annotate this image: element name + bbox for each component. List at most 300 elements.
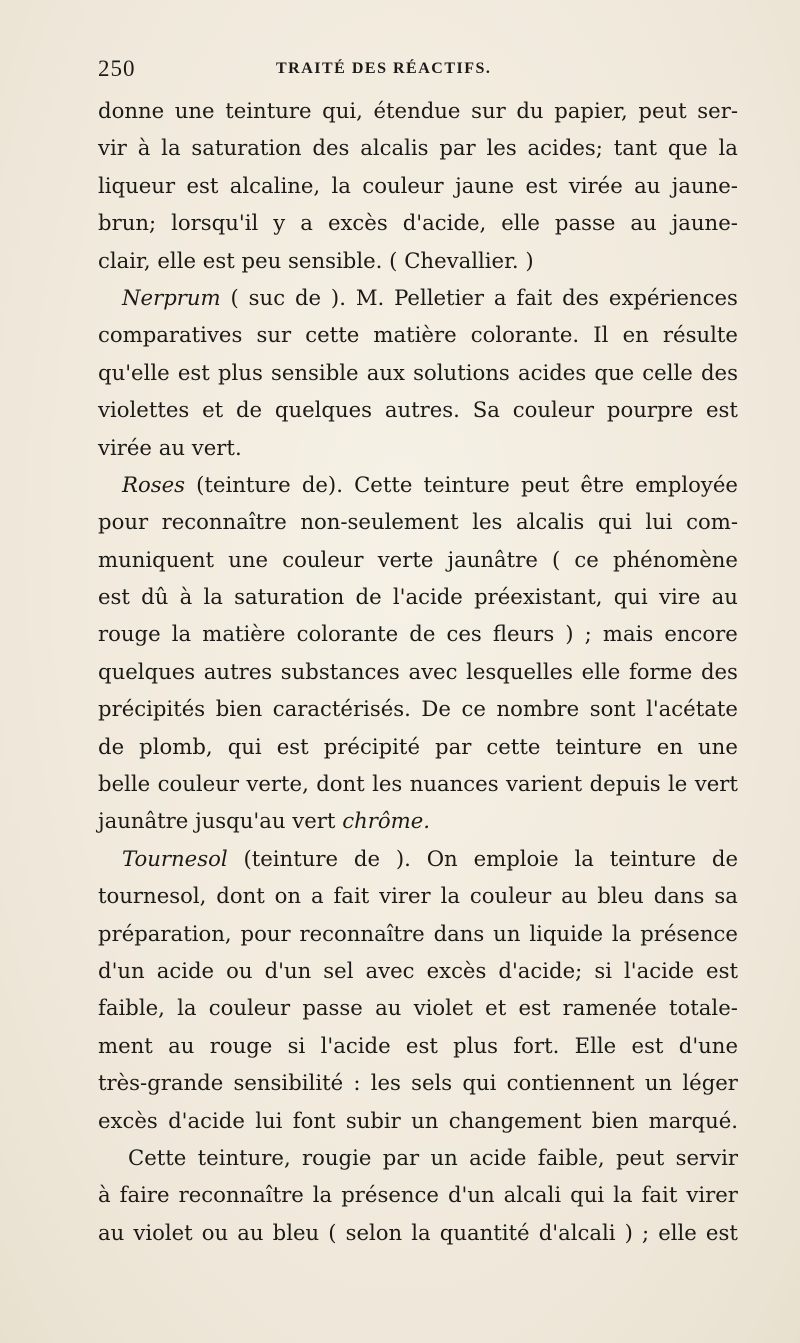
word [630, 204, 656, 241]
text-fragment: la [440, 883, 460, 909]
text-line [98, 728, 738, 765]
text-fragment: ce [461, 696, 486, 722]
body-text [98, 92, 738, 1251]
word [178, 354, 210, 391]
text-fragment: préparation, [98, 920, 232, 946]
word [485, 989, 506, 1026]
word [404, 242, 518, 279]
word [366, 952, 415, 989]
text-fragment: bien [215, 696, 263, 722]
text-fragment: passe [554, 210, 616, 236]
word [202, 615, 285, 652]
word [98, 391, 189, 428]
word [204, 578, 223, 615]
text-fragment: au [375, 995, 402, 1021]
word [413, 354, 510, 391]
text-fragment: sur [471, 98, 506, 123]
word [191, 129, 301, 166]
word [701, 653, 738, 690]
word [470, 877, 551, 914]
text-fragment: ramenée [562, 995, 657, 1021]
text-fragment: au [98, 1219, 125, 1245]
word [663, 316, 738, 353]
word [613, 1176, 632, 1213]
word [474, 578, 602, 615]
word [295, 279, 321, 316]
text-fragment: nombre [496, 696, 580, 722]
text-fragment: faible, [537, 1144, 605, 1170]
text-fragment: violettes [98, 397, 190, 423]
text-fragment: sur [256, 322, 292, 348]
word [629, 653, 692, 690]
word [362, 167, 443, 204]
text-fragment: de [355, 584, 382, 610]
text-fragment: Il [593, 322, 609, 348]
word [342, 802, 430, 839]
word [133, 1214, 192, 1251]
text-fragment: verte, [246, 771, 309, 797]
word [255, 1102, 282, 1139]
word [664, 615, 737, 652]
text-fragment: que [594, 359, 635, 385]
text-fragment: colorante [296, 621, 399, 647]
text-fragment: au [158, 434, 186, 460]
text-line [98, 316, 738, 353]
text-fragment: expériences [608, 284, 738, 310]
text-fragment: est [631, 1032, 664, 1058]
word [346, 1102, 401, 1139]
text-fragment: comparatives [98, 322, 243, 348]
text-fragment: ou [201, 1219, 229, 1245]
word [383, 1139, 419, 1176]
text-fragment: rouge [209, 1032, 273, 1058]
text-fragment: au [634, 172, 661, 198]
word [394, 279, 484, 316]
word [300, 503, 458, 540]
text-fragment: acides [517, 359, 587, 385]
word [98, 1176, 111, 1213]
word [504, 1176, 561, 1213]
word [613, 541, 738, 578]
text-line [98, 92, 738, 129]
word [421, 690, 451, 727]
text-fragment: a [300, 210, 313, 236]
word [424, 466, 510, 503]
word [98, 915, 232, 952]
word [592, 1102, 639, 1139]
text-line [98, 877, 738, 914]
text-fragment: fleurs [492, 621, 555, 647]
word [427, 952, 487, 989]
text-fragment: fait [516, 284, 553, 310]
word [372, 765, 402, 802]
text-line [98, 503, 738, 540]
text-fragment: alcalis [515, 509, 585, 535]
word [120, 1176, 170, 1213]
text-fragment: fort. [513, 1032, 560, 1058]
word [439, 129, 475, 166]
text-fragment: com- [686, 509, 738, 535]
text-fragment: la [203, 584, 223, 610]
word [574, 840, 593, 877]
word [161, 129, 180, 166]
text-fragment: plus [217, 359, 263, 385]
text-fragment: reconnaître [299, 920, 425, 946]
text-fragment: a [493, 284, 507, 310]
text-fragment: sensible. [288, 247, 383, 273]
text-fragment: elle [658, 1219, 697, 1245]
text-fragment: couleur [362, 172, 444, 198]
text-line [98, 802, 738, 839]
word [614, 578, 648, 615]
word [552, 541, 560, 578]
text-fragment: jusqu'au [195, 808, 286, 834]
text-fragment: si [287, 1032, 306, 1058]
text-fragment: et [485, 995, 507, 1021]
running-title: TRAITÉ DES RÉACTIFS. [276, 60, 492, 77]
text-fragment: lorsqu'il [171, 210, 259, 236]
text-fragment: y [273, 210, 286, 236]
text-fragment: contiennent [506, 1070, 635, 1096]
text-fragment: la [177, 995, 197, 1021]
text-fragment: d'un [447, 1182, 495, 1208]
text-fragment: bleu [597, 883, 644, 909]
word [659, 578, 700, 615]
text-fragment: précipités [98, 696, 206, 722]
word [646, 690, 738, 727]
text-fragment: est [186, 172, 219, 198]
word [202, 391, 223, 428]
text-fragment: ces [446, 621, 482, 647]
text-fragment: est [525, 172, 558, 198]
text-fragment: est [276, 733, 309, 759]
word [192, 429, 242, 466]
text-fragment: totale- [669, 995, 738, 1021]
word [236, 391, 262, 428]
text-fragment: est [706, 397, 738, 423]
word [373, 92, 460, 129]
text-fragment: d'acide, [402, 210, 487, 236]
text-fragment: d'un [98, 957, 145, 983]
text-fragment: excès [327, 210, 388, 236]
word [634, 167, 660, 204]
text-fragment: pourpre [606, 397, 694, 423]
text-fragment: varient [505, 771, 583, 797]
text-fragment: On [426, 845, 458, 871]
text-fragment: un [411, 1107, 439, 1133]
word [157, 242, 196, 279]
word [518, 989, 550, 1026]
text-fragment: ). [330, 284, 346, 310]
word [354, 466, 412, 503]
word [669, 989, 738, 1026]
word [98, 690, 205, 727]
text-fragment: ) [624, 1219, 633, 1245]
word [686, 1176, 738, 1213]
text-fragment: la [611, 920, 632, 946]
word [282, 541, 363, 578]
page-number: 250 [98, 56, 136, 81]
word [281, 653, 400, 690]
text-fragment: présence [640, 920, 738, 946]
word [322, 92, 363, 129]
word [162, 503, 287, 540]
text-fragment: de [294, 284, 322, 310]
word [594, 354, 634, 391]
word [538, 1139, 605, 1176]
word [590, 765, 661, 802]
text-fragment: cette [486, 733, 541, 759]
word [316, 765, 364, 802]
text-fragment: quantité [439, 1219, 530, 1245]
text-fragment: autres. [384, 397, 460, 423]
word [175, 92, 215, 129]
text-fragment: qui, [322, 98, 363, 123]
word [379, 877, 431, 914]
text-line [98, 653, 738, 690]
text-fragment: acide [156, 957, 215, 983]
word [632, 1027, 664, 1064]
text-fragment: vire [658, 584, 701, 610]
word [672, 204, 738, 241]
text-fragment: couleur [208, 995, 291, 1021]
text-line [98, 1214, 738, 1251]
word [128, 1139, 186, 1176]
text-fragment: pour [240, 920, 291, 946]
text-fragment: Pelletier [394, 284, 485, 310]
word [302, 1139, 371, 1176]
text-fragment: à [137, 135, 151, 161]
word [501, 204, 540, 241]
word [98, 541, 214, 578]
text-fragment: liquide [529, 920, 603, 946]
word [607, 391, 693, 428]
text-fragment: le [667, 771, 688, 797]
text-fragment: ( [328, 1219, 337, 1245]
word [642, 1176, 678, 1213]
word [312, 129, 349, 166]
text-line [98, 765, 738, 802]
text-fragment: cette [305, 322, 360, 348]
text-fragment: forme [628, 658, 693, 684]
text-fragment: faire [119, 1182, 170, 1208]
word [561, 877, 587, 914]
text-fragment: virée [568, 172, 623, 198]
word [487, 129, 517, 166]
word [273, 690, 411, 727]
text-fragment: marqué. [648, 1107, 738, 1133]
word [609, 279, 738, 316]
text-fragment: couleur [469, 883, 552, 909]
word [168, 1102, 245, 1139]
text-fragment: reconnaître [178, 1182, 304, 1208]
text-fragment: nuances [409, 771, 499, 797]
word [98, 354, 170, 391]
word [371, 1064, 401, 1101]
word [453, 1027, 498, 1064]
text-fragment: jaunâtre [98, 808, 189, 834]
word [448, 541, 538, 578]
text-fragment: faible, [98, 995, 165, 1021]
text-fragment: un [644, 1070, 673, 1096]
word [328, 1214, 336, 1251]
word [333, 877, 369, 914]
word [141, 578, 168, 615]
text-fragment: sont [589, 696, 636, 722]
text-fragment: rouge [98, 621, 161, 647]
text-fragment: les [370, 1070, 401, 1096]
word [243, 840, 338, 877]
word [98, 204, 156, 241]
word [575, 1027, 617, 1064]
text-line [98, 429, 738, 466]
word [623, 316, 649, 353]
text-fragment: de [409, 621, 436, 647]
text-fragment: servir [675, 1144, 738, 1170]
text-fragment: mais [602, 621, 654, 647]
text-fragment: vert. [191, 434, 242, 460]
word [98, 989, 165, 1026]
text-fragment: qui [462, 1070, 497, 1096]
word [168, 1027, 194, 1064]
text-fragment: peut [615, 1144, 665, 1170]
word [378, 541, 434, 578]
text-fragment: couleur [512, 397, 595, 423]
word [177, 989, 196, 1026]
text-fragment: tournesol, [98, 883, 207, 909]
word [396, 840, 411, 877]
text-fragment: la [574, 845, 594, 871]
word [139, 728, 212, 765]
word [246, 765, 308, 802]
word [341, 1176, 439, 1213]
text-fragment: virée [98, 434, 152, 460]
word [466, 653, 573, 690]
text-fragment: de [98, 733, 125, 759]
word [196, 466, 291, 503]
word [447, 615, 482, 652]
text-fragment: vir [98, 135, 127, 161]
word [563, 989, 657, 1026]
text-fragment: léger [682, 1070, 738, 1096]
text-fragment: la [613, 1182, 633, 1208]
word [496, 690, 579, 727]
text-fragment: avec [365, 957, 415, 983]
text-fragment: sensibilité [233, 1070, 344, 1096]
word [513, 391, 594, 428]
word [410, 765, 499, 802]
text-fragment: qu'elle [98, 359, 170, 385]
word [403, 204, 487, 241]
word [375, 989, 401, 1026]
word [598, 503, 632, 540]
word [98, 728, 124, 765]
text-fragment: à [179, 584, 193, 610]
word [640, 915, 738, 952]
text-fragment: alcalis [360, 135, 429, 161]
word [414, 989, 473, 1026]
word [408, 653, 457, 690]
word [237, 1214, 263, 1251]
word [98, 1027, 153, 1064]
text-fragment: elle [581, 658, 621, 684]
text-fragment: des [700, 359, 738, 385]
text-fragment: elle [157, 247, 197, 273]
word [98, 653, 195, 690]
word [448, 1176, 495, 1213]
text-fragment: si [594, 957, 612, 983]
text-fragment: couleur [157, 771, 239, 797]
word [411, 1064, 452, 1101]
word [409, 615, 435, 652]
word [98, 615, 161, 652]
text-fragment: autres [203, 658, 273, 684]
word [98, 765, 150, 802]
word [518, 354, 586, 391]
word [462, 690, 486, 727]
word [356, 578, 382, 615]
word [712, 578, 738, 615]
text-fragment: Cette [128, 1144, 187, 1170]
word [539, 1214, 616, 1251]
word [98, 503, 148, 540]
word [516, 503, 584, 540]
text-fragment: emploie [473, 845, 559, 871]
text-fragment: la [718, 135, 738, 161]
text-fragment: quelques [274, 397, 373, 423]
text-fragment: : [353, 1070, 361, 1096]
text-line [98, 1064, 738, 1101]
text-fragment: ser- [697, 98, 738, 123]
text-fragment: que [667, 135, 708, 161]
text-fragment: d'alcali [538, 1219, 616, 1245]
text-fragment: l'acétate [646, 696, 738, 722]
word [234, 578, 344, 615]
text-line [98, 279, 738, 316]
text-fragment: virer [686, 1182, 738, 1208]
text-fragment: en [622, 322, 649, 348]
text-fragment: sensible [270, 359, 359, 385]
text-fragment: qui [570, 1182, 605, 1208]
text-fragment: de [235, 397, 263, 423]
word [203, 242, 235, 279]
text-fragment: des [312, 135, 350, 161]
word [228, 541, 268, 578]
text-fragment: alcali [503, 1182, 562, 1208]
text-fragment: brun; [98, 210, 157, 236]
text-fragment: sel [323, 957, 354, 983]
word [610, 840, 696, 877]
word [393, 578, 463, 615]
word [98, 167, 175, 204]
text-fragment: reconnaître [161, 509, 287, 535]
word [706, 1214, 738, 1251]
word [603, 615, 653, 652]
word [649, 1102, 738, 1139]
word [288, 242, 382, 279]
text-line [98, 915, 738, 952]
text-fragment: donne [98, 98, 165, 123]
text-fragment: muniquent [98, 546, 215, 572]
word [471, 92, 506, 129]
text-fragment: celle [642, 359, 693, 385]
word [411, 1102, 438, 1139]
word [172, 615, 191, 652]
word [562, 279, 599, 316]
word [234, 1064, 344, 1101]
text-fragment: par [435, 733, 472, 759]
text-fragment: phénomène [612, 546, 738, 572]
